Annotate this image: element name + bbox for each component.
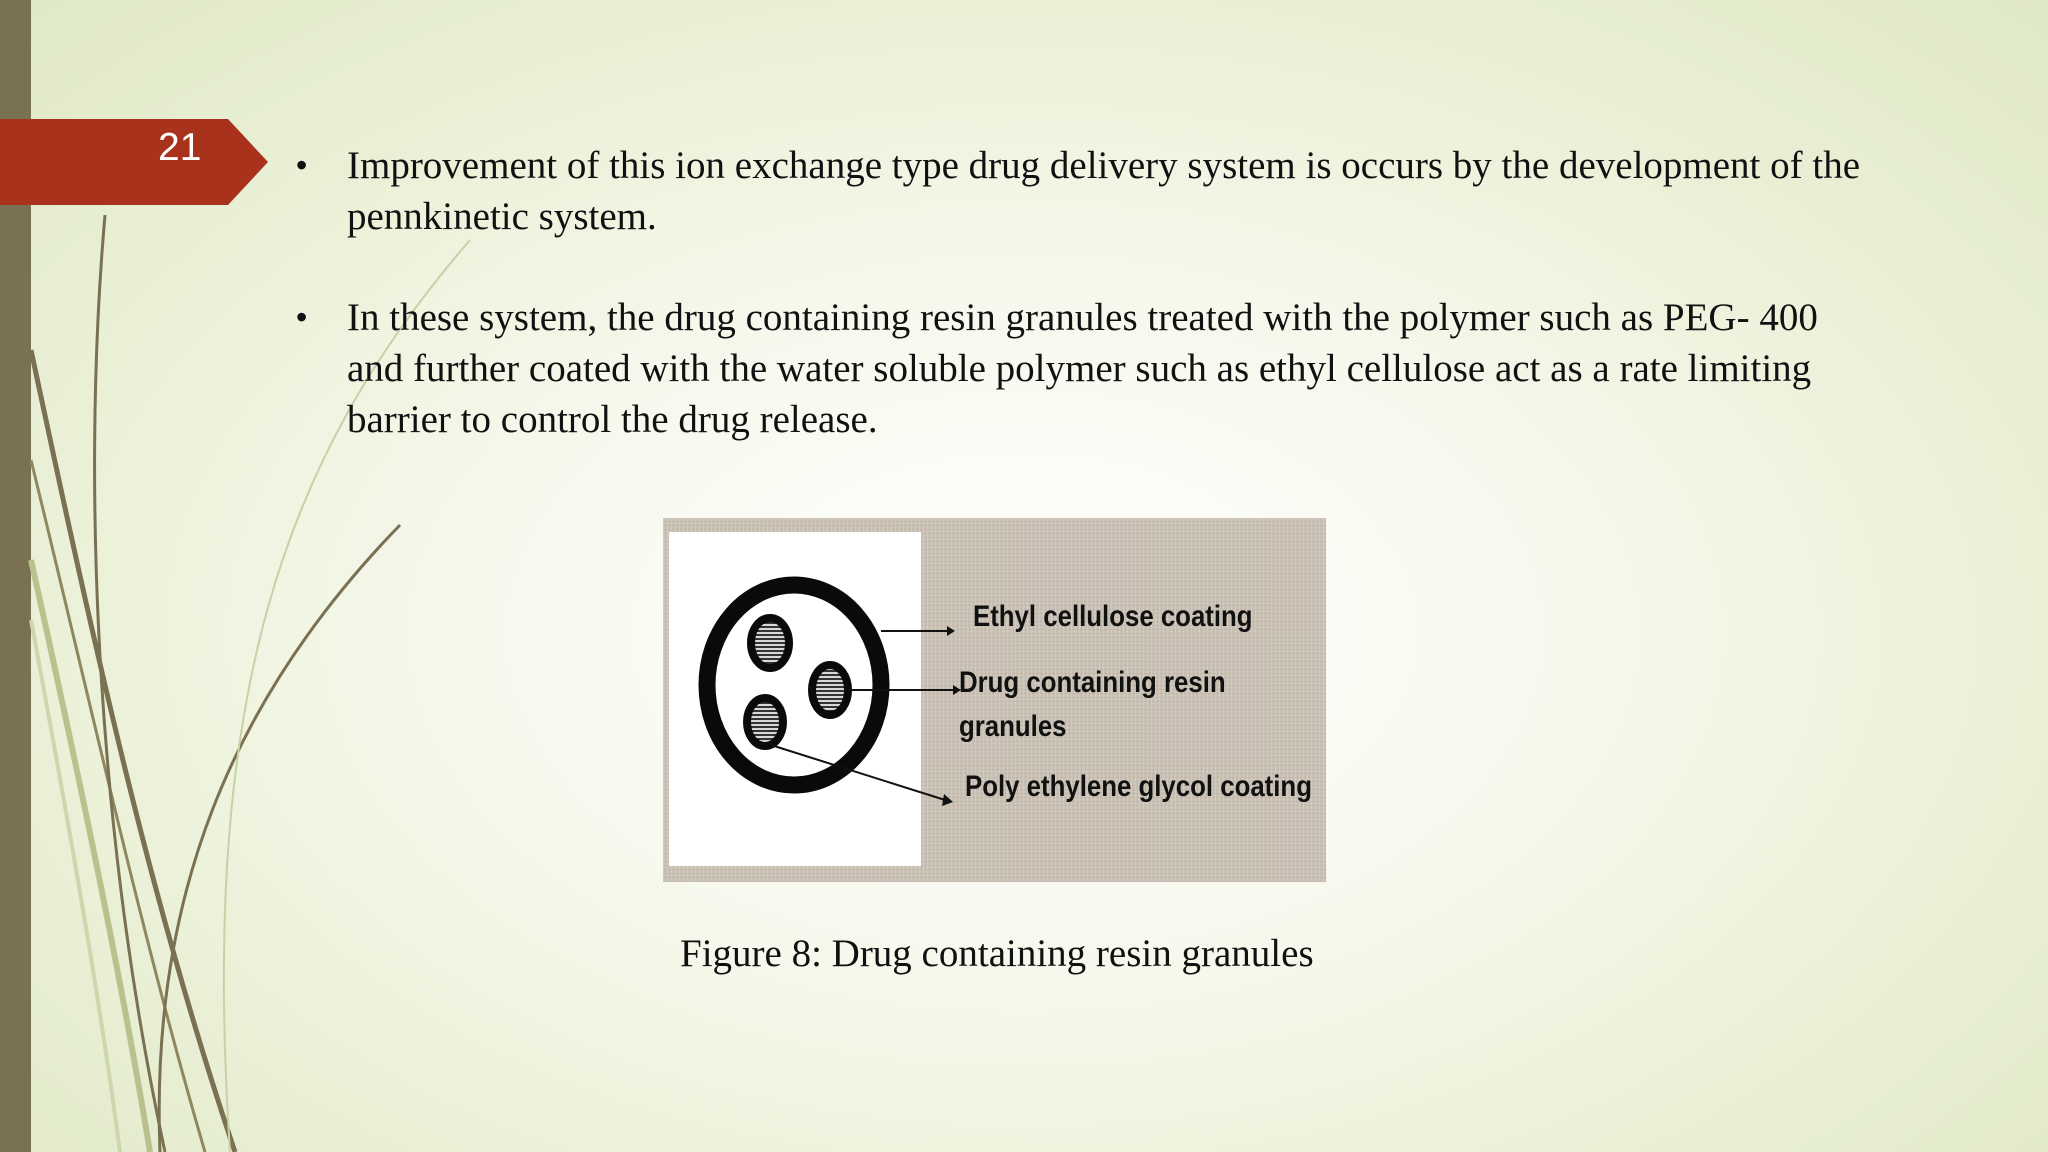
slide-number: 21	[158, 126, 202, 169]
label-ethyl-cellulose-coating: Ethyl cellulose coating	[973, 600, 1253, 633]
outer-coating-ring	[707, 585, 881, 785]
resin-granule	[751, 618, 789, 668]
label-drug-containing-resin: Drug containing resin	[959, 666, 1226, 699]
resin-granule	[747, 698, 783, 746]
bullet-marker: •	[296, 299, 308, 335]
bullet-text: Improvement of this ion exchange type drug delivery system is occurs by the development of the pennkinetic system.	[347, 144, 1861, 238]
resin-granule	[812, 665, 848, 715]
label-peg-coating: Poly ethylene glycol coating	[965, 770, 1312, 803]
figure-caption: Figure 8: Drug containing resin granules	[680, 932, 1314, 975]
slide-number-badge	[0, 119, 268, 205]
bullet-list	[296, 140, 1876, 495]
bullet-text: In these system, the drug containing resin granules treated with the polymer such as PEG- 400 and further coated with the water soluble polymer such as ethyl cellulose act as a rate limiting barrier to control the drug release.	[347, 296, 1818, 441]
bullet-item	[296, 292, 1876, 445]
bullet-marker: •	[296, 147, 308, 183]
label-granules: granules	[959, 710, 1067, 743]
bullet-item	[296, 140, 1876, 242]
resin-granule-figure	[663, 518, 1326, 882]
